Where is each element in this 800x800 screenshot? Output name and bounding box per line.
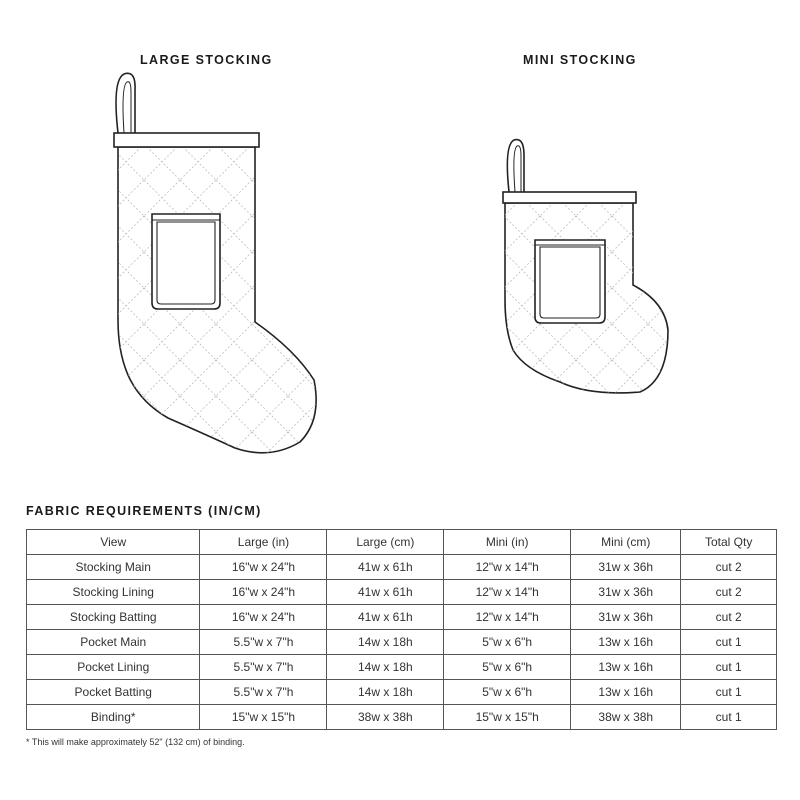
header-mini-in: Mini (in) bbox=[444, 530, 571, 555]
cell-mini-cm: 13w x 16h bbox=[571, 680, 681, 705]
cell-total-qty: cut 2 bbox=[681, 555, 777, 580]
cell-view: Stocking Lining bbox=[27, 580, 200, 605]
large-stocking-icon bbox=[100, 73, 340, 470]
cell-large-cm: 14w x 18h bbox=[327, 630, 444, 655]
table-row bbox=[27, 580, 777, 605]
table-row bbox=[27, 680, 777, 705]
cell-mini-cm: 13w x 16h bbox=[571, 655, 681, 680]
fabric-requirements-table bbox=[26, 529, 777, 730]
cell-large-cm: 41w x 61h bbox=[327, 605, 444, 630]
cell-large-in: 5.5"w x 7"h bbox=[200, 630, 327, 655]
cell-mini-cm: 38w x 38h bbox=[571, 705, 681, 730]
table-row bbox=[27, 655, 777, 680]
table-row bbox=[27, 705, 777, 730]
cell-total-qty: cut 2 bbox=[681, 580, 777, 605]
cell-large-in: 16"w x 24"h bbox=[200, 580, 327, 605]
cell-large-cm: 41w x 61h bbox=[327, 555, 444, 580]
header-view: View bbox=[27, 530, 200, 555]
cell-large-in: 15"w x 15"h bbox=[200, 705, 327, 730]
mini-stocking-icon bbox=[490, 140, 690, 405]
cell-view: Pocket Batting bbox=[27, 680, 200, 705]
cell-view: Binding* bbox=[27, 705, 200, 730]
cell-mini-in: 5"w x 6"h bbox=[444, 680, 571, 705]
large-stocking-title: LARGE STOCKING bbox=[140, 53, 273, 67]
cell-view: Stocking Main bbox=[27, 555, 200, 580]
table-row bbox=[27, 630, 777, 655]
cell-mini-cm: 31w x 36h bbox=[571, 555, 681, 580]
table-row bbox=[27, 605, 777, 630]
cell-large-cm: 38w x 38h bbox=[327, 705, 444, 730]
cell-large-cm: 41w x 61h bbox=[327, 580, 444, 605]
cell-mini-cm: 31w x 36h bbox=[571, 605, 681, 630]
cell-total-qty: cut 1 bbox=[681, 630, 777, 655]
binding-footnote: * This will make approximately 52" (132 cm) of binding. bbox=[26, 737, 245, 747]
cell-total-qty: cut 1 bbox=[681, 705, 777, 730]
cell-view: Pocket Lining bbox=[27, 655, 200, 680]
cell-view: Pocket Main bbox=[27, 630, 200, 655]
cell-view: Stocking Batting bbox=[27, 605, 200, 630]
mini-stocking-title: MINI STOCKING bbox=[523, 53, 637, 67]
cell-large-in: 5.5"w x 7"h bbox=[200, 655, 327, 680]
cell-total-qty: cut 1 bbox=[681, 680, 777, 705]
cell-large-in: 5.5"w x 7"h bbox=[200, 680, 327, 705]
fabric-requirements-title: FABRIC REQUIREMENTS (IN/CM) bbox=[26, 504, 262, 518]
cell-mini-in: 5"w x 6"h bbox=[444, 655, 571, 680]
header-mini-cm: Mini (cm) bbox=[571, 530, 681, 555]
header-large-in: Large (in) bbox=[200, 530, 327, 555]
cell-large-in: 16"w x 24"h bbox=[200, 555, 327, 580]
table-row bbox=[27, 555, 777, 580]
cell-mini-in: 15"w x 15"h bbox=[444, 705, 571, 730]
cell-total-qty: cut 2 bbox=[681, 605, 777, 630]
cell-mini-in: 12"w x 14"h bbox=[444, 580, 571, 605]
cell-mini-in: 12"w x 14"h bbox=[444, 555, 571, 580]
cell-large-in: 16"w x 24"h bbox=[200, 605, 327, 630]
header-total-qty: Total Qty bbox=[681, 530, 777, 555]
cell-mini-in: 5"w x 6"h bbox=[444, 630, 571, 655]
cell-mini-cm: 31w x 36h bbox=[571, 580, 681, 605]
header-large-cm: Large (cm) bbox=[327, 530, 444, 555]
table-header-row bbox=[27, 530, 777, 555]
cell-mini-in: 12"w x 14"h bbox=[444, 605, 571, 630]
cell-total-qty: cut 1 bbox=[681, 655, 777, 680]
cell-large-cm: 14w x 18h bbox=[327, 655, 444, 680]
cell-large-cm: 14w x 18h bbox=[327, 680, 444, 705]
cell-mini-cm: 13w x 16h bbox=[571, 630, 681, 655]
